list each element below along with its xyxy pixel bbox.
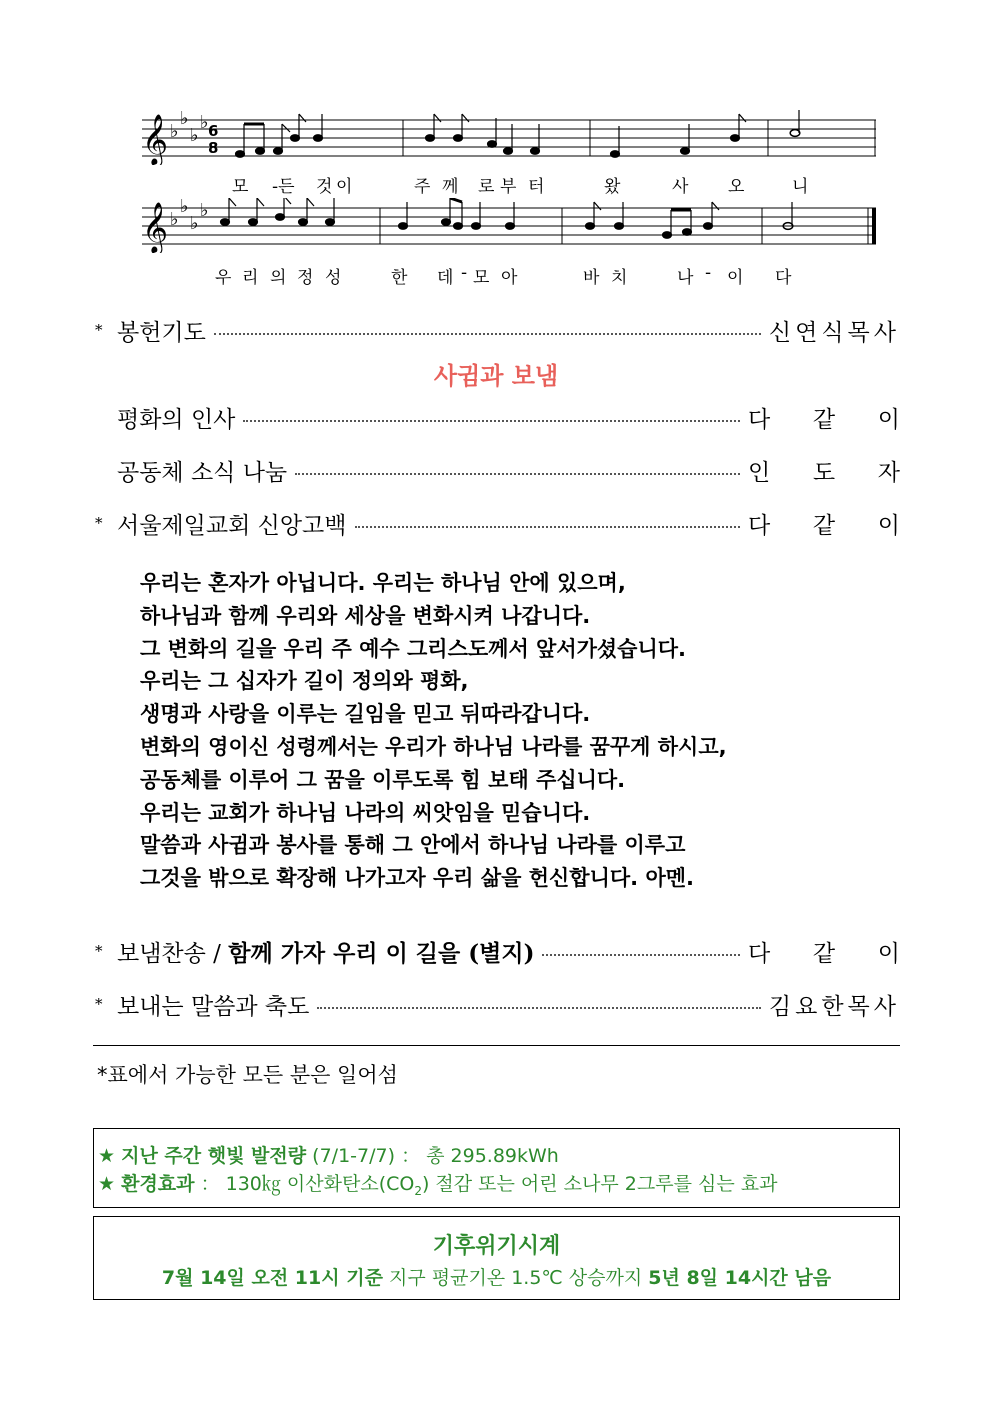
svg-text:♭: ♭ xyxy=(170,121,179,142)
item-leader: 다 같 이 xyxy=(748,406,900,433)
music-score-staff-1 xyxy=(140,110,880,165)
svg-text:♭: ♭ xyxy=(190,213,199,234)
order-item-benediction xyxy=(95,987,900,1021)
item-leader: 신연식목사 xyxy=(768,319,900,346)
confession-of-faith-text xyxy=(140,567,727,895)
svg-text:♭: ♭ xyxy=(180,110,189,129)
treble-clef-icon: 𝄞 xyxy=(142,202,169,253)
item-leader: 다 같 이 xyxy=(748,512,900,539)
item-leader: 인 도 자 xyxy=(748,459,900,486)
creed-line: 우리는 교회가 하나님 나라의 씨앗임을 믿습니다. xyxy=(140,800,591,825)
star-icon: ★ xyxy=(98,1173,116,1195)
solar-generation-line: ★ 지난 주간 햇빛 발전량 (7/1-7/7) ： 총 295.89kWh xyxy=(98,1145,559,1167)
divider xyxy=(93,1045,900,1046)
section-title: 사귐과 보냄 xyxy=(433,362,559,390)
creed-line: 그것을 밖으로 확장해 나가고자 우리 삶을 헌신합니다. 아멘. xyxy=(140,866,694,891)
order-item-peace-greeting xyxy=(95,400,900,434)
flat-key-signature xyxy=(170,110,209,146)
star-icon: ★ xyxy=(98,1145,116,1167)
creed-line: 하나님과 함께 우리와 세상을 변화시켜 나갑니다. xyxy=(140,603,591,628)
dotted-leader xyxy=(355,526,741,528)
standing-note: *표에서 가능한 모든 분은 일어섬 xyxy=(97,1063,398,1087)
item-leader: 김요한목사 xyxy=(768,993,900,1020)
svg-text:♭: ♭ xyxy=(200,200,209,221)
treble-clef-icon: 𝄞 xyxy=(142,114,169,165)
creed-line: 공동체를 이루어 그 꿈을 이루도록 힘 보태 주십니다. xyxy=(140,767,626,792)
item-title: 공동체 소식 나눔 xyxy=(117,459,288,486)
flat-key-signature xyxy=(170,198,209,234)
solar-power-box xyxy=(93,1128,900,1208)
standing-marker: * xyxy=(95,321,103,339)
item-title: 서울제일교회 신앙고백 xyxy=(117,512,347,539)
order-item-community-news xyxy=(95,453,900,487)
standing-marker: * xyxy=(95,995,103,1013)
item-leader: 다 같 이 xyxy=(748,940,900,967)
svg-text:♭: ♭ xyxy=(170,209,179,230)
dotted-leader xyxy=(295,473,740,475)
svg-text:♭: ♭ xyxy=(200,112,209,133)
svg-text:♭: ♭ xyxy=(180,198,189,217)
lyrics-line-1: 모 -든 것 이 주 께 로 부 터 왔 사 오 니 xyxy=(232,177,809,197)
lyrics-line-2: 우 리 의 정 성 한 데 - 모 아 바 치 나 - 이 다 xyxy=(215,263,792,288)
climate-clock-text: 7월 14일 오전 11시 기준 지구 평균기온 1.5℃ 상승까지 5년 8일 14시간 남음 xyxy=(161,1267,832,1289)
svg-text:8: 8 xyxy=(208,139,219,157)
dotted-leader xyxy=(243,420,740,422)
dotted-leader xyxy=(542,954,740,956)
music-score-staff-2 xyxy=(140,198,880,253)
item-title: 봉헌기도 xyxy=(117,319,206,346)
creed-line: 생명과 사랑을 이루는 길임을 믿고 뒤따라갑니다. xyxy=(140,702,591,727)
creed-line: 그 변화의 길을 우리 주 예수 그리스도께서 앞서가셨습니다. xyxy=(140,636,687,661)
item-title: 보냄찬송 / 함께 가자 우리 이 길을 (별지) xyxy=(117,939,535,967)
item-title: 평화의 인사 xyxy=(117,406,236,433)
creed-line: 말씀과 사귐과 봉사를 통해 그 안에서 하나님 나라를 이루고 xyxy=(140,833,686,858)
climate-clock-title: 기후위기시계 xyxy=(432,1234,561,1259)
standing-marker: * xyxy=(95,514,103,532)
creed-line: 우리는 그 십자가 길이 정의와 평화, xyxy=(140,669,469,694)
order-item-offering-prayer xyxy=(95,313,900,347)
dotted-leader xyxy=(317,1007,761,1009)
svg-text:6: 6 xyxy=(208,122,219,140)
hymn-title: 함께 가자 우리 이 길을 (별지) xyxy=(228,939,535,967)
svg-text:♭: ♭ xyxy=(190,125,199,146)
environment-effect-line: ★ 환경효과 ： 130㎏ 이산화탄소$(CO_2)$ 절감 또는 어린 소나무 2그루를 심는 효과 xyxy=(98,1173,778,1198)
creed-line: 우리는 혼자가 아닙니다. 우리는 하나님 안에 있으며, xyxy=(140,571,626,595)
creed-line: 변화의 영이신 성령께서는 우리가 하나님 나라를 꿈꾸게 하시고, xyxy=(140,734,727,759)
order-item-sending-hymn xyxy=(95,934,900,968)
climate-clock-box xyxy=(93,1216,900,1300)
dotted-leader xyxy=(214,333,761,335)
order-item-confession-of-faith xyxy=(95,506,900,540)
standing-marker: * xyxy=(95,942,103,960)
item-title: 보내는 말씀과 축도 xyxy=(117,993,310,1020)
